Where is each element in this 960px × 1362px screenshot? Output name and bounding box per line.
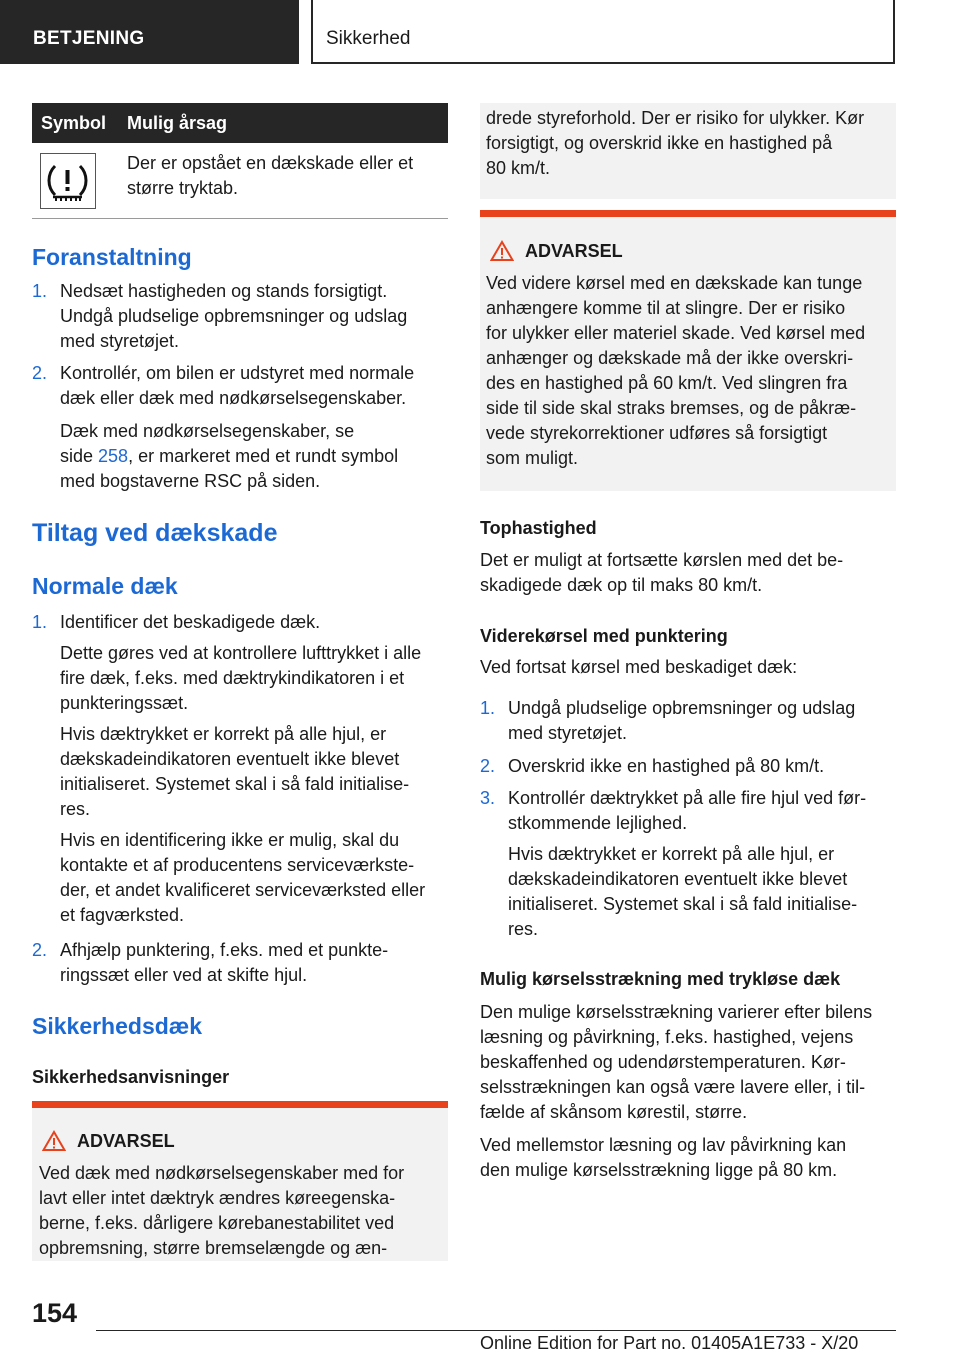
col-cause: Mulig årsag [127, 113, 228, 133]
warning-box-continued [480, 103, 896, 199]
page-link-258[interactable]: 258 [98, 446, 129, 466]
page-number: 154 [32, 1298, 78, 1328]
subheading-tophastighed: Tophastighed [480, 518, 597, 538]
section-title: Sikkerhed [326, 28, 411, 49]
warning-text: Ved dæk med nødkørselsegenskaber med for lavt eller intet dæktryk ændres køreegenska- berne, f.eks. dårligere kørebanestabilitet ved opbremsning, større bremselængde og æn- [39, 1163, 405, 1258]
warning-box [480, 210, 896, 491]
paragraph: Ved fortsat kørsel med beskadiget dæk: [480, 657, 798, 677]
subheading-korselsstraekning: Mulig kørselsstrækning med trykløse dæk [480, 969, 841, 989]
warning-text: drede styreforhold. Der er risiko for ulykker. Kør forsigtigt, og overskrid ikke en hastighed på 80 km/t. [486, 108, 865, 178]
warning-triangle-icon [42, 1130, 66, 1157]
warning-box [32, 1101, 448, 1261]
symbol-cause-text: Der er opstået en dækskade eller et større tryktab. [127, 153, 414, 198]
heading-normale-daek: Normale dæk [32, 573, 178, 599]
warning-title: ADVARSEL [525, 241, 623, 261]
heading-sikkerhedsdaek: Sikkerhedsdæk [32, 1013, 203, 1039]
symbol-table-header [32, 103, 448, 143]
subheading-sikkerhedsanvisninger: Sikkerhedsanvisninger [32, 1067, 230, 1087]
chapter-title: BETJENING [33, 28, 145, 49]
footer-edition: Online Edition for Part no. 01405A1E733 - X/20 [480, 1333, 859, 1353]
symbol-table-row [32, 143, 448, 219]
heading-tiltag: Tiltag ved dækskade [32, 519, 278, 547]
section-tab [311, 0, 895, 64]
footer-divider [96, 1330, 896, 1331]
col-symbol: Symbol [41, 113, 107, 133]
warning-triangle-icon [490, 240, 514, 267]
warning-text: Ved videre kørsel med en dækskade kan tunge anhængere komme til at slingre. Der er risiko for ulykker eller materiel skade. Ved kørsel med anhænger og dækskade må der ikke overskri- des en hastighed på 60 km/t. Ved slingren fra side til side skal straks bremses, og de påkræ- vede styrekorrektioner udføres så forsigtigt som muligt. [486, 273, 866, 468]
heading-foranstaltning: Foranstaltning [32, 244, 192, 270]
tire-pressure-warning-icon [40, 153, 96, 209]
chapter-tab [0, 0, 299, 64]
subheading-viderekorsel: Viderekørsel med punktering [480, 626, 728, 646]
paragraph: Den mulige kørselsstrækning varierer efter bilens læsning og påvirkning, f.eks. hastighed, vejens beskaffenhed og udendørstemperaturen. Kør- selsstrækningen kan også være lavere eller, i til- fælde af skånsom kørestil, større. Ved mellemstor læsning og lav påvirkning kan den mulige kørselsstrækning ligge på 80 km. [480, 1002, 873, 1180]
warning-title: ADVARSEL [77, 1131, 175, 1151]
paragraph: Det er muligt at fortsætte kørslen med det be- skadigede dæk op til maks 80 km/t. [480, 550, 844, 595]
